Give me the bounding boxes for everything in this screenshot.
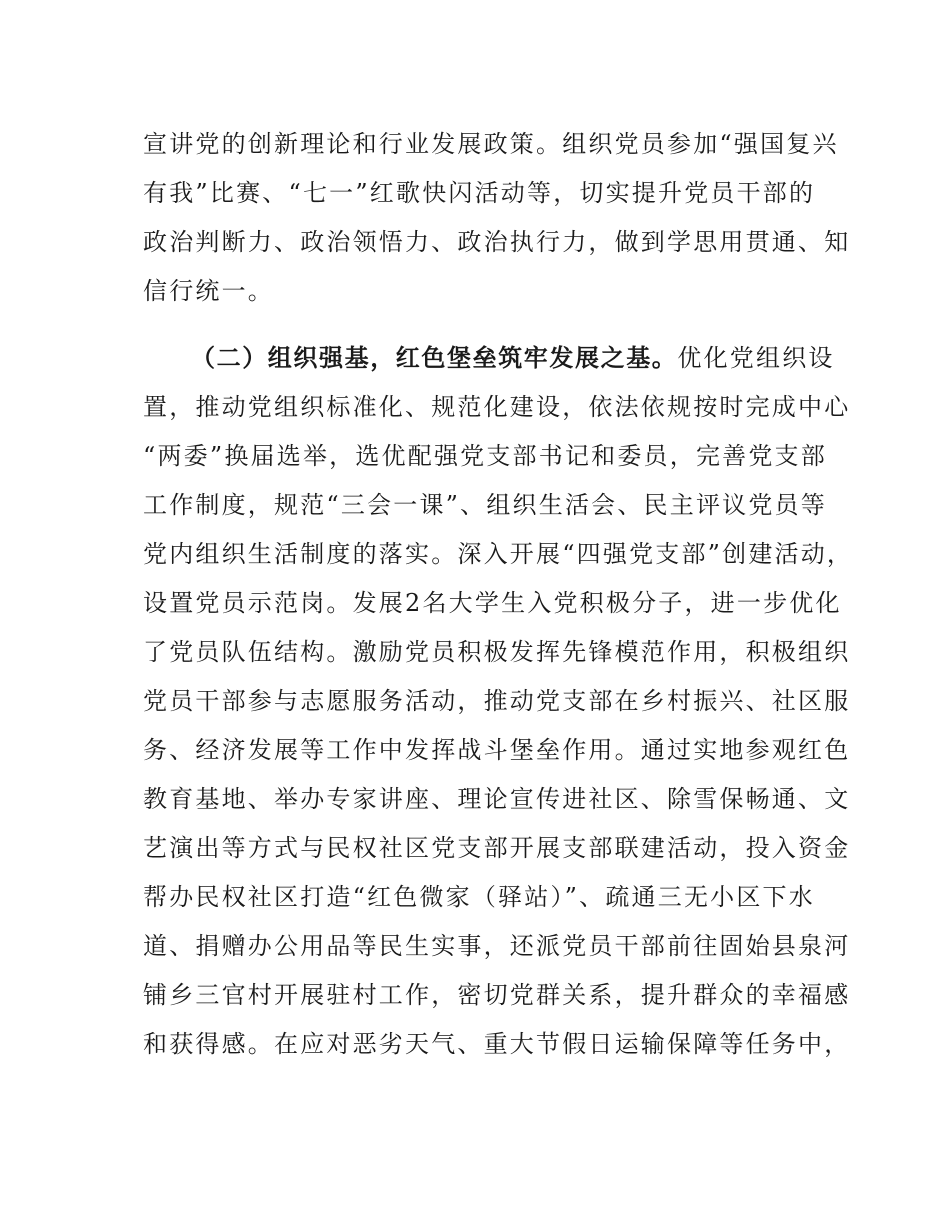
paragraph-2-line-8: 党员干部参与志愿服务活动，推动党支部在乡村振兴、社区服 xyxy=(143,687,851,715)
paragraph-2-line-3: “两委”换届选举，选优配强党支部书记和委员，完善党支部 xyxy=(143,442,827,470)
paragraph-2-line-11: 艺演出等方式与民权社区党支部开展支部联建活动，投入资金 xyxy=(143,834,851,862)
section-heading: （二）组织强基，红色堡垒筑牢发展之基。 xyxy=(191,344,678,372)
paragraph-1-line-1: 宣讲党的创新理论和行业发展政策。组织党员参加“强国复兴 xyxy=(143,130,839,158)
paragraph-2-line-7: 了党员队伍结构。激励党员积极发挥先锋模范作用，积极组织 xyxy=(143,638,851,666)
paragraph-2-line-1 xyxy=(191,338,835,378)
paragraph-2-line-5: 党内组织生活制度的落实。深入开展“四强党支部”创建活动， xyxy=(143,540,854,568)
paragraph-2-line-14: 铺乡三官村开展驻村工作，密切党群关系，提升群众的幸福感 xyxy=(143,981,851,1009)
paragraph-1-line-3: 政治判断力、政治领悟力、政治执行力，做到学思用贯通、知 xyxy=(143,228,851,256)
paragraph-2-line-2: 置，推动党组织标准化、规范化建设，依法依规按时完成中心 xyxy=(143,393,851,421)
paragraph-2-line-10: 教育基地、举办专家讲座、理论宣传进社区、除雪保畅通、文 xyxy=(143,785,851,813)
paragraph-1-line-2: 有我”比赛、“七一”红歌快闪活动等，切实提升党员干部的 xyxy=(143,179,816,207)
paragraph-1-line-4: 信行统一。 xyxy=(143,277,274,305)
paragraph-2-line-6: 设置党员示范岗。发展2名大学生入党积极分子，进一步优化 xyxy=(143,589,842,617)
paragraph-2-line-1-rest: 优化党组织设 xyxy=(677,344,835,372)
paragraph-2-line-12: 帮办民权社区打造“红色微家（驿站）”、疏通三无小区下水 xyxy=(143,883,815,911)
paragraph-2-line-13: 道、捐赠办公用品等民生实事，还派党员干部前往固始县泉河 xyxy=(143,932,851,960)
paragraph-2-line-9: 务、经济发展等工作中发挥战斗堡垒作用。通过实地参观红色 xyxy=(143,736,851,764)
paragraph-2-line-4: 工作制度，规范“三会一课”、组织生活会、民主评议党员等 xyxy=(143,491,827,519)
paragraph-2-line-15: 和获得感。在应对恶劣天气、重大节假日运输保障等任务中， xyxy=(143,1030,851,1058)
